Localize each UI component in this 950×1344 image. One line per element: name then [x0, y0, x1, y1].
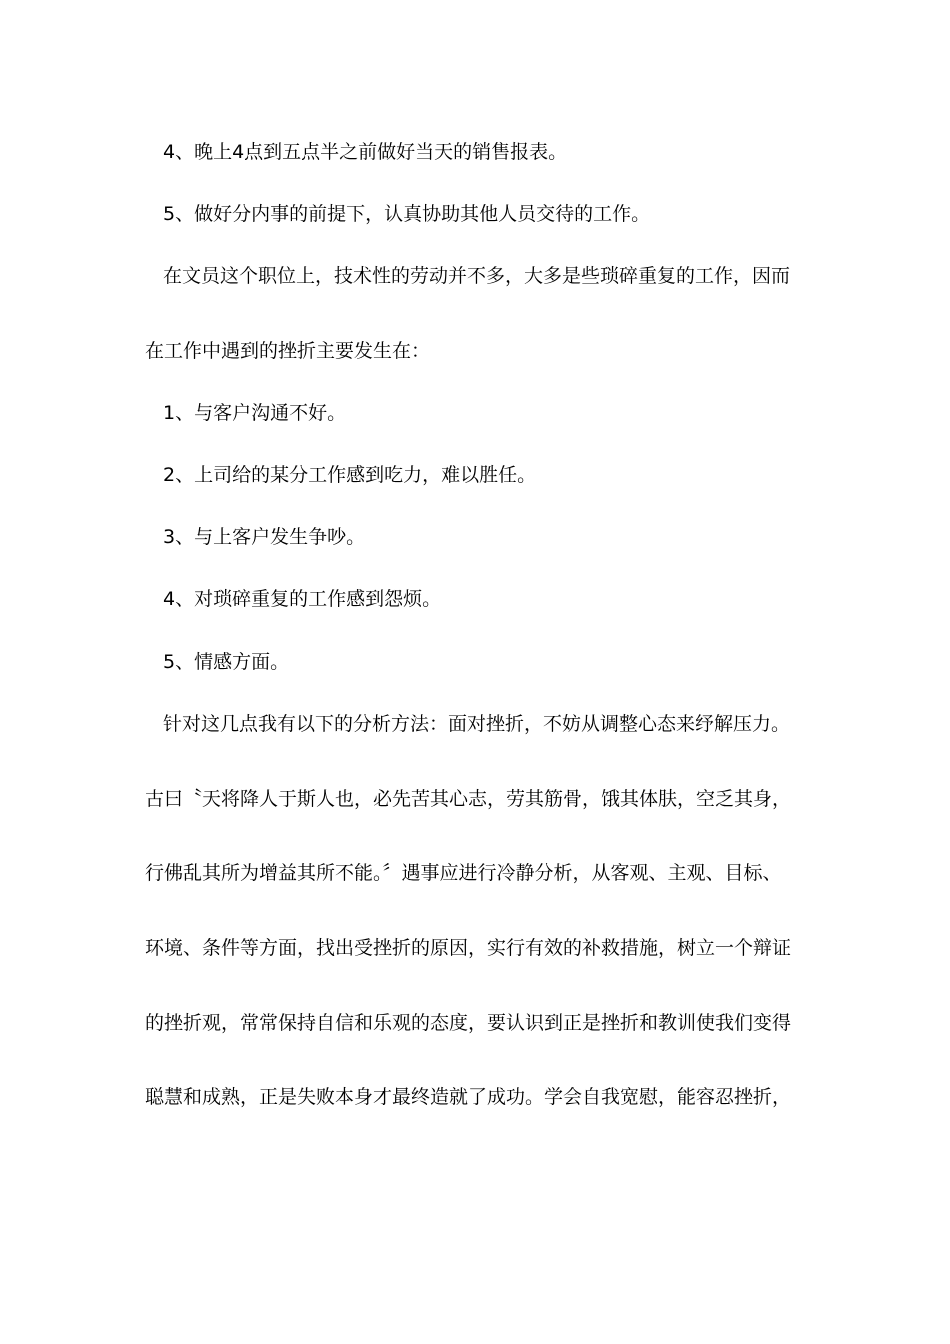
list-item: 4、晚上4点到五点半之前做好当天的销售报表。: [163, 141, 568, 163]
paragraph-line: 古曰〝天将降人于斯人也，必先苦其心志，劳其筋骨，饿其体肤，空乏其身，: [145, 788, 792, 810]
paragraph-line: 环境、条件等方面，找出受挫折的原因，实行有效的补救措施，树立一个辩证: [145, 937, 792, 959]
list-item: 5、情感方面。: [163, 651, 290, 673]
list-item: 3、与上客户发生争吵。: [163, 526, 366, 548]
list-item: 2、上司给的某分工作感到吃力，难以胜任。: [163, 464, 537, 486]
paragraph-line: 针对这几点我有以下的分析方法：面对挫折，不妨从调整心态来纾解压力。: [163, 713, 791, 735]
list-item: 1、与客户沟通不好。: [163, 402, 347, 424]
list-item: 5、做好分内事的前提下，认真协助其他人员交待的工作。: [163, 203, 651, 225]
paragraph-line: 聪慧和成熟，正是失败本身才最终造就了成功。学会自我宽慰，能容忍挫折，: [145, 1086, 792, 1108]
list-item: 4、对琐碎重复的工作感到怨烦。: [163, 588, 442, 610]
paragraph-line: 的挫折观，常常保持自信和乐观的态度，要认识到正是挫折和教训使我们变得: [145, 1012, 792, 1034]
paragraph-line: 在工作中遇到的挫折主要发生在：: [145, 340, 431, 362]
paragraph-line: 在文员这个职位上，技术性的劳动并不多，大多是些琐碎重复的工作，因而: [163, 265, 791, 287]
paragraph-line: 行佛乱其所为增益其所不能。〞遇事应进行冷静分析，从客观、主观、目标、: [145, 862, 782, 884]
